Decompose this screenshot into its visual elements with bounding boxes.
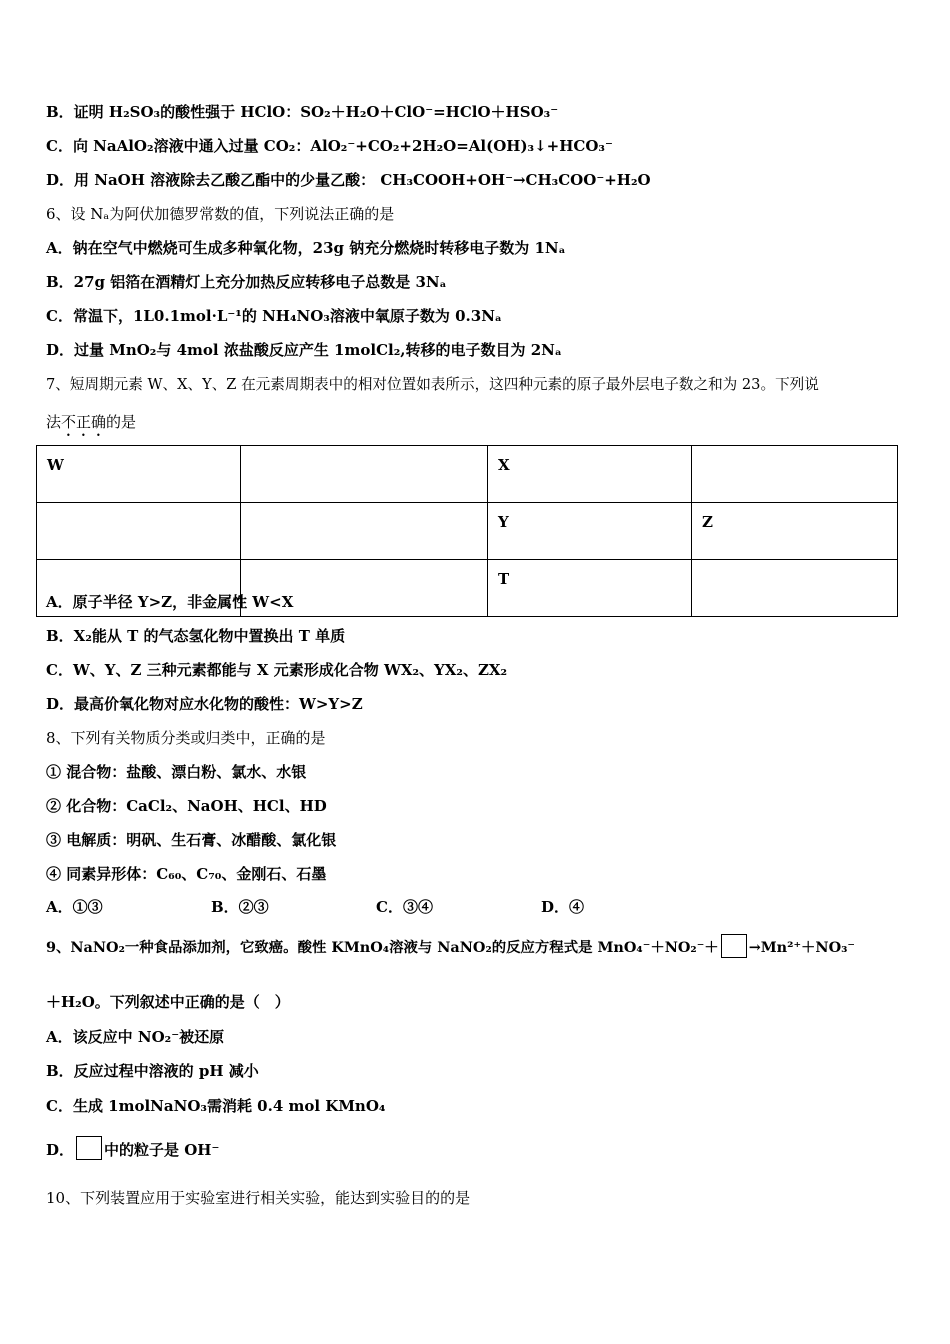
q8-item-3: ③ 电解质：明矾、生石膏、冰醋酸、氯化银 xyxy=(46,831,337,849)
q7-emphasis: 不正确 xyxy=(61,413,107,431)
table-cell: T xyxy=(488,560,692,617)
q8-option-a: A．①③ xyxy=(46,898,103,916)
q7-stem-line1: 7、短周期元素 W、X、Y、Z 在元素周期表中的相对位置如表所示，这四种元素的原子最外层电子数之和为 23。下列说 xyxy=(46,376,819,393)
q9-stem-line2: ＋H₂O。下列叙述中正确的是（ ） xyxy=(46,993,290,1011)
q6-option-c: C．常温下，1L0.1mol·L⁻¹的 NH₄NO₃溶液中氧原子数为 0.3Nₐ xyxy=(46,307,502,325)
table-cell xyxy=(692,560,898,617)
table-cell xyxy=(241,503,488,560)
q6-stem: 6、设 Nₐ为阿伏加德罗常数的值，下列说法正确的是 xyxy=(46,205,395,223)
q8-item-4: ④ 同素异形体：C₆₀、C₇₀、金刚石、石墨 xyxy=(46,865,327,883)
q7-option-a: A．原子半径 Y>Z，非金属性 W<X xyxy=(46,593,294,611)
q7-option-d: D．最高价氧化物对应水化物的酸性：W>Y>Z xyxy=(46,695,363,713)
q8-item-2: ② 化合物：CaCl₂、NaOH、HCl、HD xyxy=(46,797,327,815)
q5-option-b: B．证明 H₂SO₃的酸性强于 HClO：SO₂＋H₂O＋ClO⁻=HClO＋HSO₃⁻ xyxy=(46,103,559,121)
q6-option-b: B．27g 铝箔在酒精灯上充分加热反应转移电子总数是 3Nₐ xyxy=(46,273,447,291)
q10-stem: 10、下列装置应用于实验室进行相关实验，能达到实验目的的是 xyxy=(46,1189,471,1207)
q8-stem: 8、下列有关物质分类或归类中，正确的是 xyxy=(46,729,326,747)
table-cell: X xyxy=(488,446,692,503)
table-row xyxy=(37,503,898,560)
q8-option-d: D．④ xyxy=(541,898,585,916)
q5-option-d: D．用 NaOH 溶液除去乙酸乙酯中的少量乙酸： CH₃COOH+OH⁻→CH₃COO⁻+H₂O xyxy=(46,171,651,189)
q9-option-a: A．该反应中 NO₂⁻被还原 xyxy=(46,1028,225,1046)
q6-option-a: A．钠在空气中燃烧可生成多种氧化物，23g 钠充分燃烧时转移电子数为 1Nₐ xyxy=(46,239,566,257)
table-row xyxy=(37,446,898,503)
q9-option-b: B．反应过程中溶液的 pH 减小 xyxy=(46,1062,259,1080)
q8-option-b: B．②③ xyxy=(211,898,269,916)
q8-options xyxy=(46,897,584,917)
q5-option-c: C．向 NaAlO₂溶液中通入过量 CO₂：AlO₂⁻+CO₂+2H₂O=Al(OH)₃↓+HCO₃⁻ xyxy=(46,137,613,155)
table-cell xyxy=(692,446,898,503)
q6-option-d: D．过量 MnO₂与 4mol 浓盐酸反应产生 1molCl₂,转移的电子数目为 2Nₐ xyxy=(46,341,562,359)
q8-option-c: C．③④ xyxy=(376,898,433,916)
q7-option-b: B．X₂能从 T 的气态氢化物中置换出 T 单质 xyxy=(46,627,346,645)
q9-option-d: D． 中的粒子是 OH⁻ xyxy=(46,1136,219,1160)
table-cell: Z xyxy=(692,503,898,560)
q8-item-1: ① 混合物：盐酸、漂白粉、氯水、水银 xyxy=(46,763,307,781)
table-cell: W xyxy=(37,446,241,503)
blank-box xyxy=(76,1136,102,1160)
q9-option-c: C．生成 1molNaNO₃需消耗 0.4 mol KMnO₄ xyxy=(46,1097,386,1115)
q7-stem-line2: 法不正确的是 xyxy=(46,413,137,431)
q9-stem-line1: 9、NaNO₂一种食品添加剂，它致癌。酸性 KMnO₄溶液与 NaNO₂的反应方程式是 MnO₄⁻＋NO₂⁻＋ →Mn²⁺＋NO₃⁻ xyxy=(46,934,855,958)
blank-box xyxy=(721,934,747,958)
table-cell: Y xyxy=(488,503,692,560)
table-cell xyxy=(241,446,488,503)
q7-option-c: C．W、Y、Z 三种元素都能与 X 元素形成化合物 WX₂、YX₂、ZX₂ xyxy=(46,661,508,679)
table-cell xyxy=(37,503,241,560)
